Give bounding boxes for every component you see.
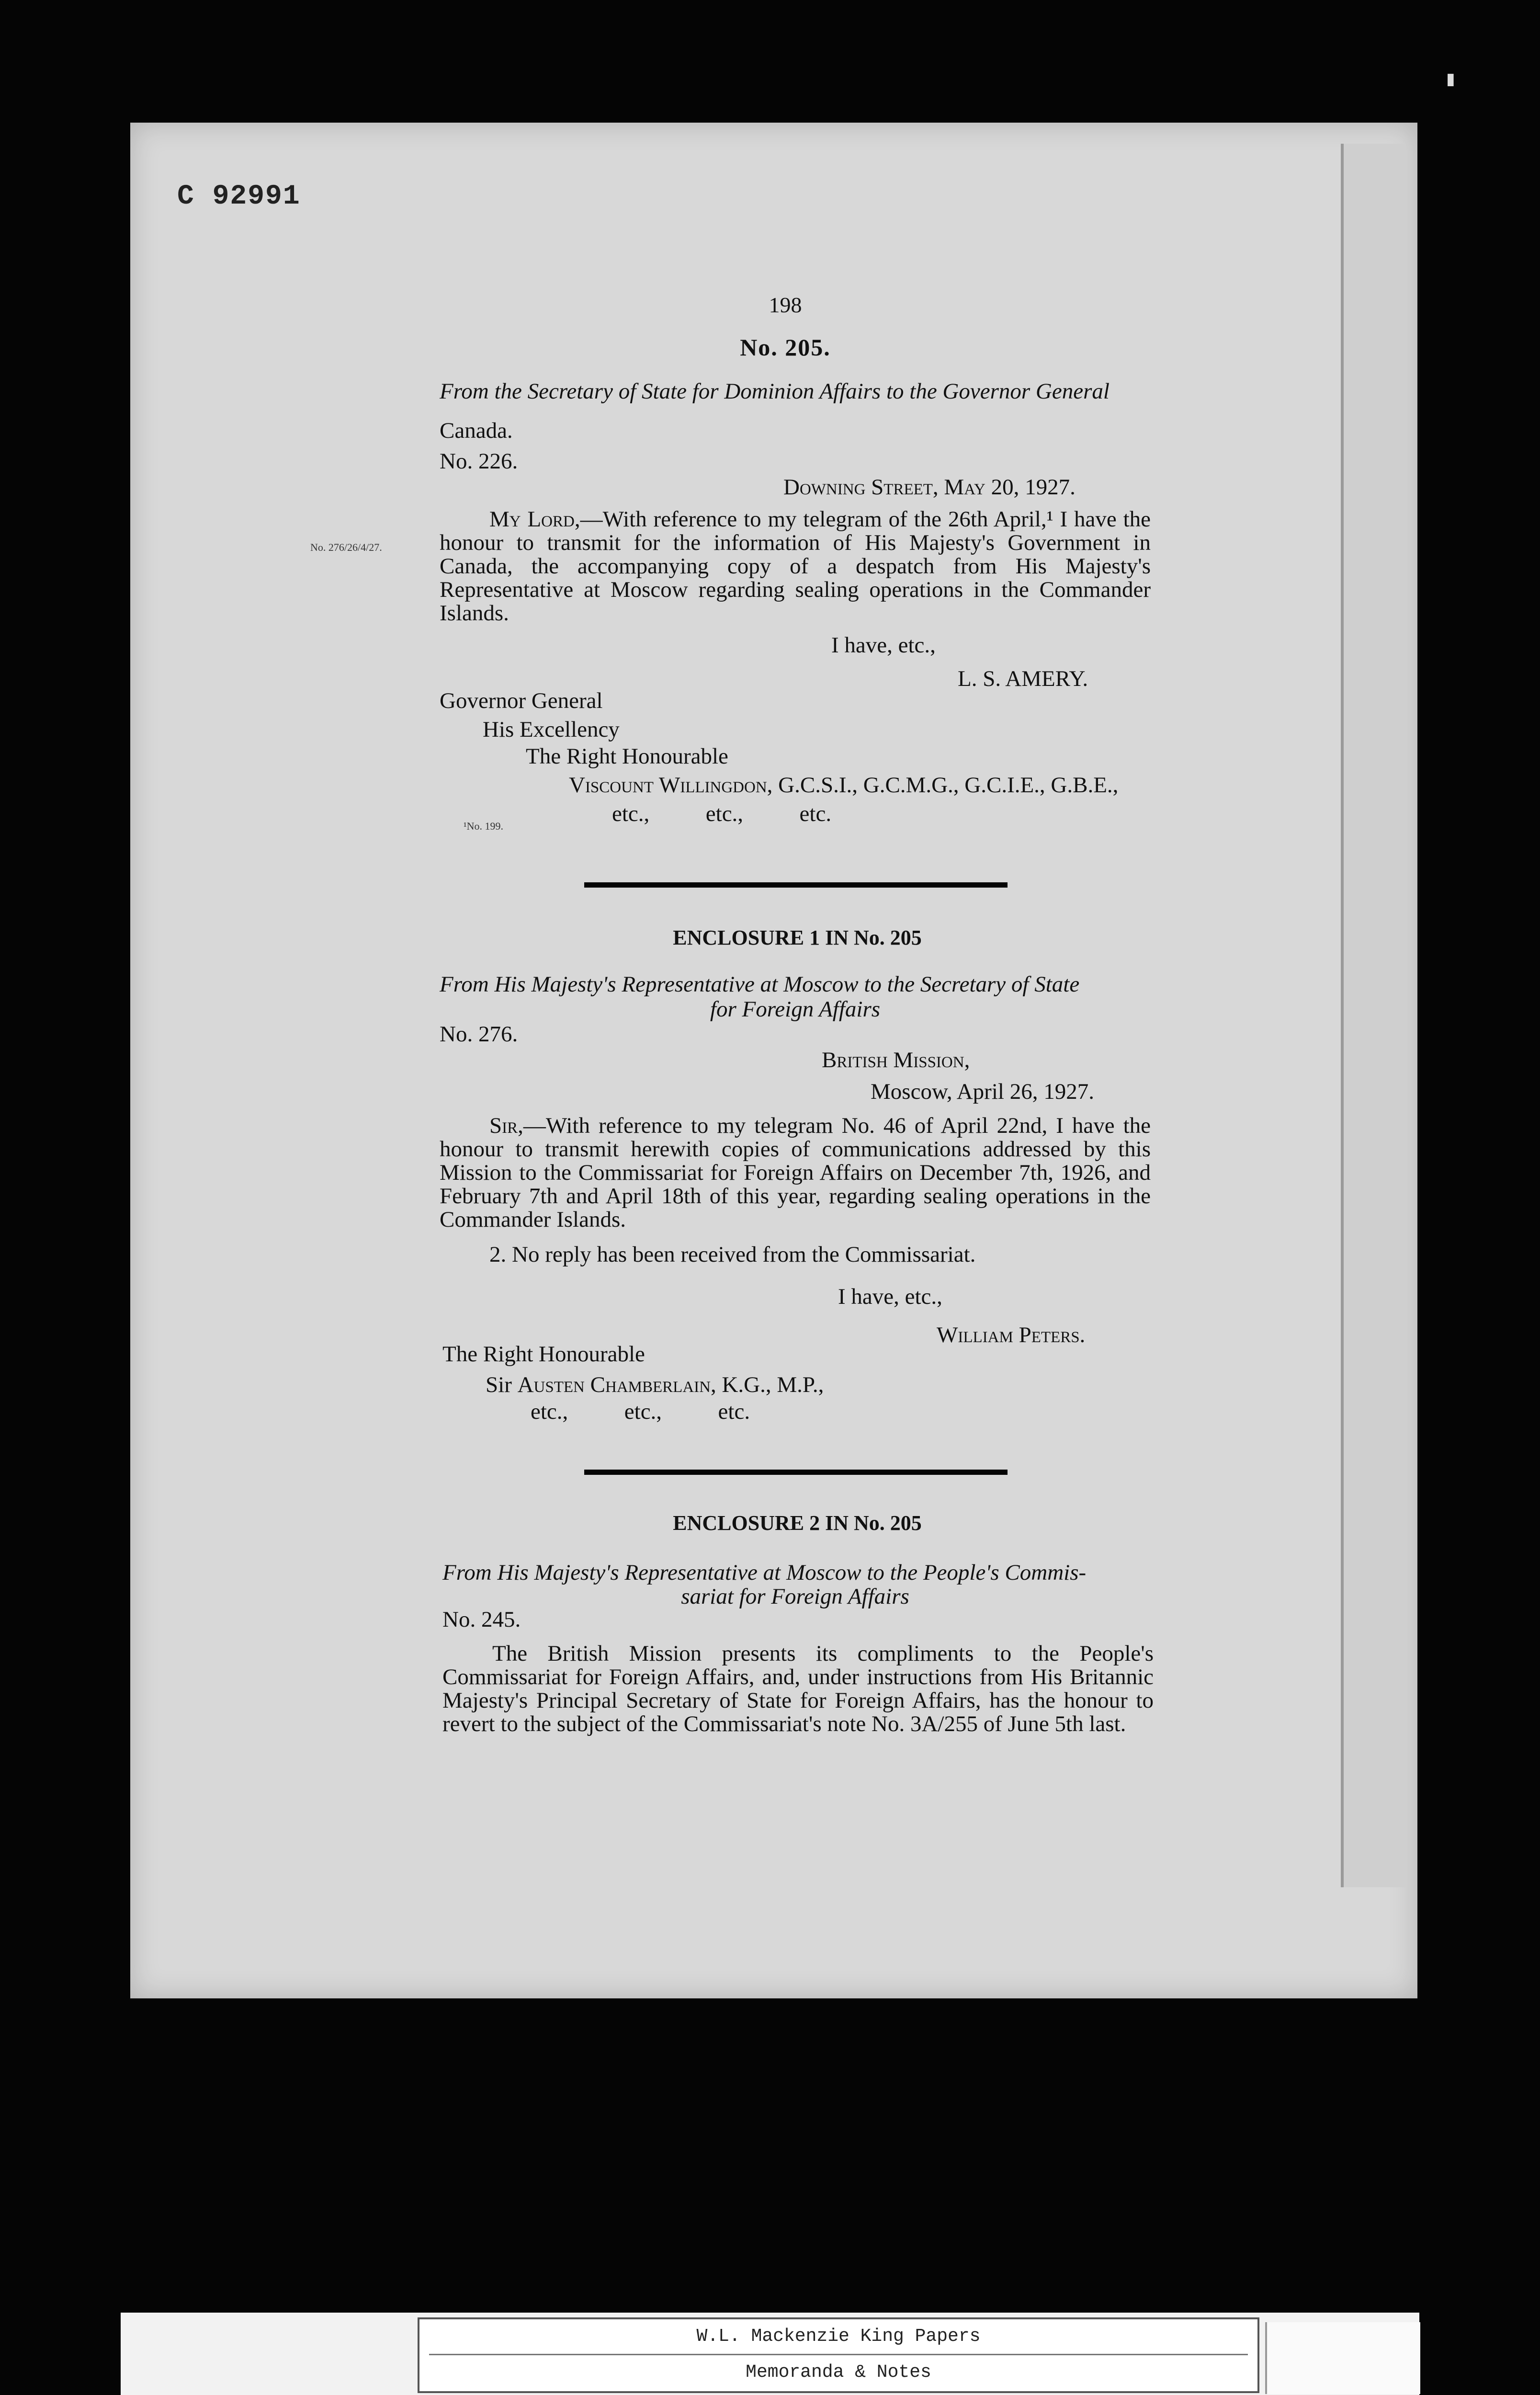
enclosure-1-ref-no: No. 276. xyxy=(440,1022,518,1047)
enclosure-1-body-text: —With reference to my telegram No. 46 of April 22nd, I have the honour to transmit herewith copies of communications addressed by this Mission to the Commissariat for Foreign Affairs on December 7th, 1926, and February 7th and April 18th of this year, regarding sealing operations in the Commander Islands. xyxy=(440,1113,1151,1232)
enclosure-1-addressee-1: The Right Honourable xyxy=(442,1342,645,1367)
place-date: Downing Street, May 20, 1927. xyxy=(783,475,1076,500)
section-divider xyxy=(584,882,1008,888)
section-divider xyxy=(584,1470,1008,1475)
enclosure-1-body xyxy=(440,1114,1151,1232)
enclosure-2-title: ENCLOSURE 2 IN No. 205 xyxy=(673,1511,922,1535)
closing: I have, etc., xyxy=(831,633,936,658)
enclosure-1-salutation: Sir, xyxy=(489,1113,523,1138)
enclosure-2-heading: From His Majesty's Representative at Moscow to the People's Commis- xyxy=(442,1560,1087,1585)
document-body xyxy=(440,508,1151,625)
enclosure-1-place: British Mission, xyxy=(822,1048,970,1072)
enclosure-1-date: Moscow, April 26, 1927. xyxy=(871,1079,1094,1104)
enclosure-1-heading: From His Majesty's Representative at Moscow to the Secretary of State xyxy=(440,972,1080,997)
enclosure-1-title: ENCLOSURE 1 IN No. 205 xyxy=(673,926,922,949)
addressee-name: Austen Chamberlain xyxy=(517,1372,711,1397)
page-edge xyxy=(1341,144,1406,1887)
body-text: —With reference to my telegram of the 26th April,¹ I have the honour to transmit for the information of His Majesty's Government in Canada, the accompanying copy of a despatch from His Majesty's Representative at Moscow regarding sealing operations in the Commander Islands. xyxy=(440,507,1151,626)
page-number: 198 xyxy=(769,293,802,317)
enclosure-1-closing: I have, etc., xyxy=(838,1284,942,1309)
addressee-line-1: Governor General xyxy=(440,688,603,713)
addressee-name: Viscount Willingdon xyxy=(569,773,767,798)
corner-mark: ▮ xyxy=(1446,69,1455,89)
enclosure-1-heading-cont: for Foreign Affairs xyxy=(710,997,881,1022)
addressee-etc: etc., etc., etc. xyxy=(612,801,832,826)
addressee-prefix: Sir xyxy=(486,1372,518,1397)
collection-label xyxy=(418,2317,1259,2393)
document-ref-no: No. 226. xyxy=(440,449,518,474)
addressee-suffix: , K.G., M.P., xyxy=(710,1372,824,1397)
enclosure-2-ref-no: No. 245. xyxy=(442,1607,521,1632)
margin-reference: No. 276/26/4/27. xyxy=(310,541,382,553)
document-heading-cont: Canada. xyxy=(440,418,513,443)
enclosure-1-signature: William Peters. xyxy=(937,1323,1086,1347)
addressee-honours: , G.C.S.I., G.C.M.G., G.C.I.E., G.B.E., xyxy=(767,773,1119,798)
enclosure-2-heading-cont: sariat for Foreign Affairs xyxy=(681,1584,909,1609)
enclosure-1-para-2: 2. No reply has been received from the Commissariat. xyxy=(489,1242,976,1267)
addressee-line-3: The Right Honourable xyxy=(526,744,728,769)
enclosure-1-addressee-etc: etc., etc., etc. xyxy=(531,1399,750,1424)
addressee-line-2: His Excellency xyxy=(483,717,620,742)
enclosure-2-body: The British Mission presents its compliments to the People's Commissariat for Foreign Affairs, and, under instructions from His Britannic Majesty's Principal Secretary of State for Foreign Affairs, has the honour to revert to the subject of the Commissariat's note No. 3A/255 of June 5th last. xyxy=(442,1641,1154,1736)
enclosure-1-addressee-2 xyxy=(486,1372,824,1398)
document-number: No. 205. xyxy=(740,334,831,361)
label-tab xyxy=(1265,2322,1420,2394)
archives-footer xyxy=(121,2313,1419,2395)
series-name: Memoranda & Notes xyxy=(746,2362,931,2383)
signature: L. S. AMERY. xyxy=(958,666,1088,691)
footnote: ¹No. 199. xyxy=(464,820,503,832)
salutation: My Lord, xyxy=(489,507,580,532)
document-heading: From the Secretary of State for Dominion Affairs to the Governor General xyxy=(440,379,1110,404)
addressee-name-line xyxy=(569,772,1118,798)
collection-name: W.L. Mackenzie King Papers xyxy=(696,2326,981,2347)
archive-reference: C 92991 xyxy=(177,181,301,212)
